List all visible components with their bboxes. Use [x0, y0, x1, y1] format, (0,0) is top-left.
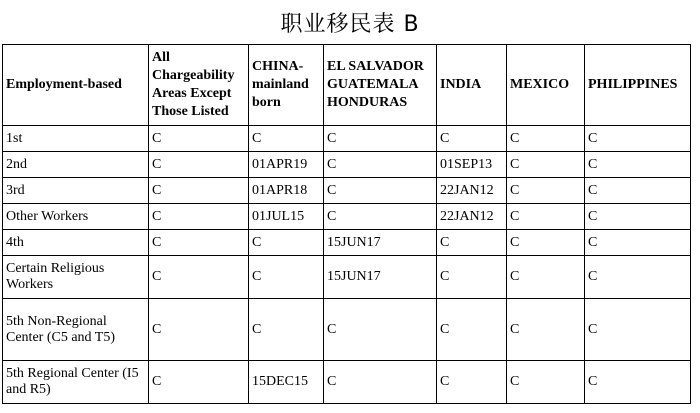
table-cell: C — [585, 152, 691, 178]
table-cell: C — [324, 204, 437, 230]
table-cell: C — [585, 256, 691, 299]
table-cell: C — [507, 152, 585, 178]
column-header-all-chargeability: All Chargeability Areas Except Those Listed — [149, 45, 249, 126]
table-cell: C — [437, 256, 507, 299]
row-label: 4th — [3, 230, 149, 256]
table-cell: C — [507, 126, 585, 152]
row-label: 1st — [3, 126, 149, 152]
table-cell: 01APR19 — [249, 152, 324, 178]
column-header-category: Employment-based — [3, 45, 149, 126]
table-cell: 15DEC15 — [249, 361, 324, 404]
table-cell: C — [585, 230, 691, 256]
table-cell: 15JUN17 — [324, 256, 437, 299]
table-cell: C — [585, 126, 691, 152]
visa-bulletin-table — [2, 44, 691, 404]
table-row — [3, 126, 691, 152]
table-cell: C — [585, 361, 691, 404]
table-cell: 01JUL15 — [249, 204, 324, 230]
row-label: Certain Religious Workers — [3, 256, 149, 299]
row-label: Other Workers — [3, 204, 149, 230]
table-row — [3, 204, 691, 230]
table-cell: 22JAN12 — [437, 178, 507, 204]
table-cell: C — [249, 126, 324, 152]
table-cell: C — [149, 204, 249, 230]
table-cell: C — [324, 126, 437, 152]
row-label: 5th Non-Regional Center (C5 and T5) — [3, 299, 149, 361]
table-row — [3, 361, 691, 404]
table-cell: C — [249, 256, 324, 299]
table-cell: C — [324, 152, 437, 178]
table-cell: C — [149, 256, 249, 299]
table-cell: C — [437, 230, 507, 256]
table-cell: C — [507, 256, 585, 299]
table-cell: 22JAN12 — [437, 204, 507, 230]
table-cell: C — [585, 299, 691, 361]
table-cell: C — [149, 361, 249, 404]
row-label: 5th Regional Center (I5 and R5) — [3, 361, 149, 404]
row-label: 3rd — [3, 178, 149, 204]
table-cell: 15JUN17 — [324, 230, 437, 256]
table-row — [3, 256, 691, 299]
table-cell: C — [507, 299, 585, 361]
table-cell: C — [149, 178, 249, 204]
column-header-mexico: MEXICO — [507, 45, 585, 126]
column-header-china: CHINA-mainland born — [249, 45, 324, 126]
table-cell: 01SEP13 — [437, 152, 507, 178]
column-header-philippines: PHILIPPINES — [585, 45, 691, 126]
table-cell: C — [437, 126, 507, 152]
table-cell: C — [507, 230, 585, 256]
row-label: 2nd — [3, 152, 149, 178]
table-cell: C — [149, 230, 249, 256]
table-cell: C — [324, 178, 437, 204]
table-cell: C — [324, 361, 437, 404]
table-row — [3, 178, 691, 204]
table-cell: C — [507, 361, 585, 404]
table-cell: C — [324, 299, 437, 361]
table-cell: C — [507, 178, 585, 204]
page-title: 职业移民表 B — [280, 12, 420, 37]
column-header-el-salvador-guatemala-honduras: EL SALVADOR GUATEMALA HONDURAS — [324, 45, 437, 126]
table-row — [3, 230, 691, 256]
header-row — [3, 45, 691, 126]
column-header-india: INDIA — [437, 45, 507, 126]
table-cell: C — [585, 204, 691, 230]
table-cell: 01APR18 — [249, 178, 324, 204]
table-cell: C — [149, 152, 249, 178]
table-row — [3, 299, 691, 361]
table-cell: C — [149, 126, 249, 152]
table-cell: C — [249, 230, 324, 256]
table-row — [3, 152, 691, 178]
table-cell: C — [437, 361, 507, 404]
table-cell: C — [249, 299, 324, 361]
table-cell: C — [585, 178, 691, 204]
table-cell: C — [437, 299, 507, 361]
table-cell: C — [507, 204, 585, 230]
table-cell: C — [149, 299, 249, 361]
